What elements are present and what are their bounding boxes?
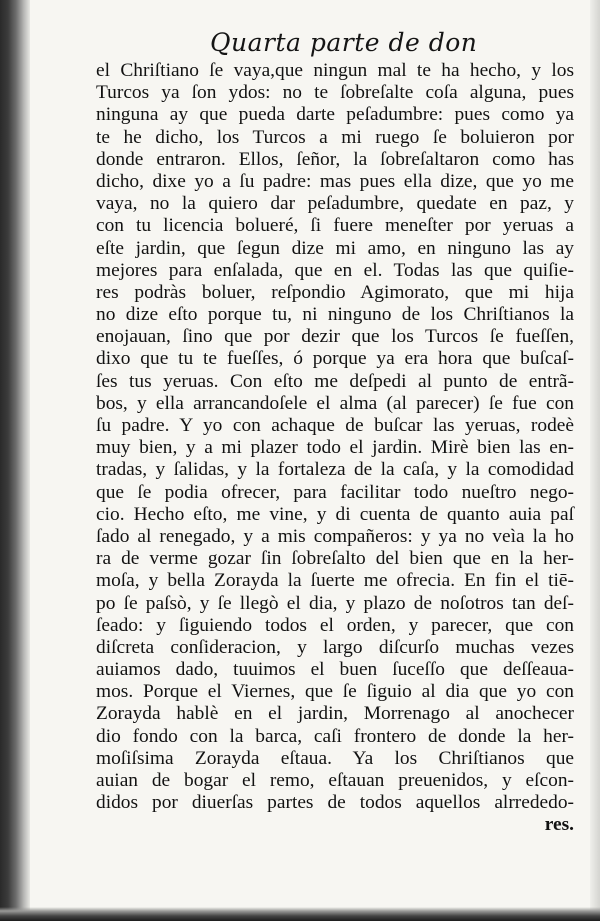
catchword: res. xyxy=(544,814,574,836)
text-line: bos, y ella arrancandoſele el alma (al parecer) ſe fue con xyxy=(96,392,574,414)
text-line: ſado al renegado, y a mis compañeros: y ya no veìa la ho xyxy=(96,525,574,547)
text-line: te he dicho, los Turcos a mi ruego ſe boluieron por xyxy=(96,126,574,148)
text-line: donde entraron. Ellos, ſeñor, la ſobreſaltaron como has xyxy=(96,148,574,170)
text-line: diſcreta conſideracion, y largo diſcurſo muchas vezes xyxy=(96,636,574,658)
text-line: Zorayda hablè en el jardin, Morrenago al anochecer xyxy=(96,703,574,725)
text-line: auian de bogar el remo, eſtauan preuenidos, y eſcon- xyxy=(96,770,574,791)
text-line: moſiſsima Zorayda eſtaua. Ya los Chriſtianos que xyxy=(96,747,574,769)
text-line: enojauan, ſino que por dezir que los Turcos ſe fueſſen, xyxy=(96,326,574,348)
text-line: mos. Porque el Viernes, que ſe ſiguio al dia que yo con xyxy=(96,681,574,703)
text-line: didos por diuerſas partes de todos aquellos alrrededo- xyxy=(96,792,574,814)
text-line: cio. Hecho eſto, me vine, y di cuenta de quanto auia paſ xyxy=(96,503,574,525)
text-line: ſeado: y ſiguiendo todos el orden, y parecer, que con xyxy=(96,614,574,636)
body-text xyxy=(96,60,574,837)
page-right-edge xyxy=(590,0,600,921)
page-gutter-shadow xyxy=(0,0,30,921)
text-line: eſte jardin, que ſegun dize mi amo, en ninguno las ay xyxy=(96,237,574,259)
text-line: no dize eſto porque tu, ni ninguno de los Chriſtianos la xyxy=(96,304,574,326)
text-line: con tu licencia bolueré, ſi fuere meneſter por yeruas a xyxy=(96,215,574,237)
text-line: dio fondo con la barca, caſi frontero de donde la her- xyxy=(96,725,574,747)
text-line: auiamos dado, tuuimos el buen ſuceſſo que deſſeaua- xyxy=(96,659,574,681)
text-line: po ſe paſsò, y ſe llegò el dia, y plazo de noſotros tan deſ- xyxy=(96,592,574,614)
text-line: que ſe podia ofrecer, para facilitar todo nueſtro nego- xyxy=(96,481,574,503)
text-line: el Chriſtiano ſe vaya,que ningun mal te ha hecho, y los xyxy=(96,60,574,81)
running-head: Quarta parte de don xyxy=(210,28,478,57)
text-line: moſa, y bella Zorayda la ſuerte me ofrecia. En fin el tiē- xyxy=(96,570,574,592)
text-line: ninguna ay que pueda darte peſadumbre: pues como ya xyxy=(96,104,574,126)
page-bottom-edge xyxy=(0,907,600,921)
text-line: Turcos ya ſon ydos: no te ſobreſalte coſa alguna, pues xyxy=(96,82,574,104)
text-line: ſes tus yeruas. Con eſto me deſpedi al punto de entrã- xyxy=(96,370,574,392)
text-line: ra de verme gozar ſin ſobreſalto del bien que en la her- xyxy=(96,548,574,570)
text-line: muy bien, y a mi plazer todo el jardin. Mirè bien las en- xyxy=(96,437,574,459)
text-line: ſu padre. Y yo con achaque de buſcar las yeruas, rodeè xyxy=(96,415,574,436)
text-line: dicho, dixe yo a ſu padre: mas pues ella dize, que yo me xyxy=(96,170,574,192)
text-line: vaya, no la quiero dar peſadumbre, quedate en paz, y xyxy=(96,193,574,215)
text-line: dixo que tu te fueſſes, ó porque ya era hora que buſcaſ- xyxy=(96,348,574,370)
text-line: mejores para enſalada, que en el. Todas las que quiſie- xyxy=(96,259,574,281)
text-line: res podràs boluer, reſpondio Agimorato, que mi hija xyxy=(96,281,574,303)
text-line: tradas, y ſalidas, y la fortaleza de la caſa, y la comodidad xyxy=(96,459,574,481)
